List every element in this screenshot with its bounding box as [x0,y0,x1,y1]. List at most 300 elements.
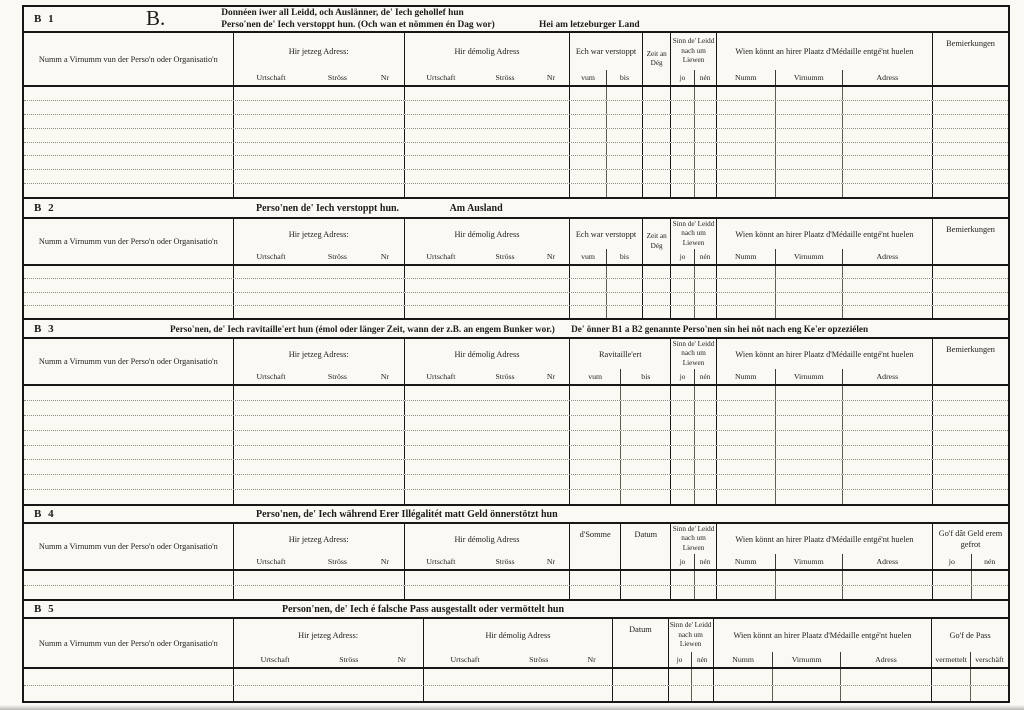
subcolumn-label-demolig-adress-strss: Ströss [495,557,515,567]
blank-cell-bemierkungen [932,416,1008,430]
blank-cell-jetzeg-adress [233,293,404,305]
section-b2-code: B 2 [34,202,56,214]
blank-cell-zeit [642,293,671,305]
blank-subcell-sinn [694,143,716,156]
blank-subcell-wien [842,386,932,400]
blank-cell-ravitailleert [569,460,670,474]
subcolumn-label-wien-virnumm: Virnumm [775,554,842,569]
blank-subcell-sinn [691,686,713,702]
blank-subcell-sinn [694,129,716,142]
column-label-demolig-adress: Hir démolig Adress [454,534,520,544]
blank-cell-bemierkungen [932,386,1008,400]
blank-entry-row [24,279,1008,292]
blank-subcell-sinn [669,669,691,685]
subcolumn-row-jetzeg-adress [234,554,404,569]
subcolumn-label-sinn-nn: nén [694,70,716,85]
blank-cell-wien [716,431,932,445]
column-header-sinn [670,219,715,264]
blank-cell-jetzeg-adress [233,143,404,156]
column-label-verstoppt: Ech war verstoppt [575,47,637,57]
column-header-demolig-adress [404,524,569,569]
blank-cell-jetzeg-adress [233,115,404,128]
column-label-name: Numm a Virnumm vun der Perso'n oder Organisatio'n [38,237,218,247]
section-b2-titlebar [24,199,1008,219]
blank-subcell-verstoppt [606,184,642,197]
blank-entry-row [24,293,1008,306]
subcolumn-row-demolig-adress [424,652,613,667]
blank-cell-wien [716,101,932,114]
blank-cell-demolig-adress [404,475,569,489]
subcolumn-label-sinn-jo: jo [679,252,686,261]
blank-subcell-wien [717,460,775,474]
blank-subcell-gof-geld [933,586,970,599]
blank-subcell-sinn [671,475,693,489]
section-b5-title: Person'nen, de' Iech é falsche Pass ausgestallt oder vermöttelt hun [282,603,565,615]
column-label-wien: Wien könnt an hirer Plaatz d'Médaille entgé'nt huelen [735,47,914,57]
blank-cell-name [24,686,233,702]
subcolumn-label-demolig-adress-nr: Nr [587,655,596,664]
blank-subcell-sinn [691,669,713,685]
column-header-wien [716,524,932,569]
blank-cell-demolig-adress [404,571,569,584]
blank-cell-wien [716,184,932,197]
blank-cell-demolig-adress [404,143,569,156]
section-b3-table [24,339,1008,504]
blank-entry-row [24,446,1008,461]
blank-subcell-sinn [671,143,693,156]
blank-cell-demolig-adress [404,279,569,291]
column-header-ravitailleert [569,339,670,384]
blank-subcell-wien [775,115,842,128]
blank-entry-row [24,669,1008,686]
blank-entry-row [24,115,1008,129]
blank-cell-name [24,446,233,460]
blank-cell-wien [713,669,931,685]
blank-cell-name [24,184,233,197]
subcolumn-label-ravitailleert-bis: bis [620,369,670,384]
column-header-datum [612,619,667,667]
blank-cell-name [24,87,233,100]
blank-subcell-wien [842,490,932,504]
blank-subcell-wien [775,184,842,197]
blank-cell-ravitailleert [569,401,670,415]
section-b3-title: Perso'nen, de' Iech ravitaille'ert hun (émol oder länger Zeit, wann der z.B. an engem Bunker wor.) [170,323,555,334]
blank-cell-dsomme [569,571,620,584]
blank-subcell-sinn [694,266,716,278]
blank-cell-ravitailleert [569,490,670,504]
blank-cell-verstoppt [569,279,642,291]
blank-subcell-gof-geld [933,571,970,584]
blank-entry-row [24,143,1008,157]
blank-subcell-sinn [694,101,716,114]
section-b4-title: Perso'nen, de' Iech während Erer Illégalitét matt Geld önnerstötzt hun [256,508,558,520]
column-label-datum: Datum [629,625,652,634]
blank-cell-zeit [642,306,671,318]
blank-subcell-sinn [671,571,693,584]
blank-cell-name [24,306,233,318]
column-header-wien [716,219,932,264]
table-header-b2 [24,219,1008,266]
blank-subcell-sinn [671,586,693,599]
blank-cell-zeit [642,129,671,142]
blank-subcell-sinn [694,87,716,100]
blank-cell-bemierkungen [932,184,1008,197]
blank-cell-bemierkungen [932,306,1008,318]
subcolumn-row-demolig-adress [405,554,569,569]
blank-subcell-ravitailleert [570,416,620,430]
blank-subcell-ravitailleert [570,386,620,400]
blank-cell-bemierkungen [932,490,1008,504]
column-label-demolig-adress: Hir démolig Adress [454,229,520,239]
blank-subcell-wien [717,115,775,128]
section-b4-code: B 4 [34,508,56,520]
column-header-name [24,339,233,384]
table-header-b1 [24,33,1008,87]
blank-subcell-ravitailleert [570,446,620,460]
blank-cell-jetzeg-adress [233,156,404,169]
column-label-name: Numm a Virnumm vun der Perso'n oder Organisatio'n [38,54,218,64]
blank-cell-wien [716,386,932,400]
blank-cell-wien [716,279,932,291]
subcolumn-row-ravitailleert [570,369,670,384]
blank-cell-sinn [670,460,715,474]
column-header-name [24,524,233,569]
blank-subcell-verstoppt [570,156,606,169]
subcolumn-row-demolig-adress [405,249,569,264]
blank-cell-zeit [642,156,671,169]
column-header-sinn [670,339,715,384]
blank-subcell-wien [775,475,842,489]
blank-subcell-verstoppt [570,266,606,278]
section-b-letter: B. [146,7,166,30]
blank-entry-row [24,184,1008,197]
subcolumn-label-demolig-adress-nr: Nr [546,557,556,567]
blank-subcell-sinn [671,115,693,128]
column-header-zeit [642,219,671,264]
blank-subcell-gof-geld [971,586,1008,599]
section-b2-title-suffix: Am Ausland [449,202,503,214]
blank-cell-bemierkungen [932,115,1008,128]
subcolumn-label-demolig-adress-nr: Nr [546,252,556,262]
blank-subcell-wien [775,571,842,584]
subcolumn-row-verstoppt [570,249,642,264]
blank-subcell-ravitailleert [620,446,670,460]
blank-subcell-sinn [671,401,693,415]
column-header-wien [713,619,931,667]
column-label-sinn: Sinn de' Leidd nach um Liewen [672,340,715,367]
blank-cell-sinn [670,586,715,599]
subcolumn-label-wien-adress: Adress [842,554,932,569]
column-label-jetzeg-adress: Hir jetzeg Adress: [288,349,349,359]
subcolumn-label-sinn-jo: jo [676,655,683,664]
blank-cell-demolig-adress [404,115,569,128]
section-b4 [24,504,1008,599]
blank-cell-name [24,115,233,128]
blank-cell-jetzeg-adress [233,306,404,318]
column-label-demolig-adress: Hir démolig Adress [485,631,551,641]
blank-cell-demolig-adress [404,416,569,430]
blank-cell-name [24,586,233,599]
blank-cell-jetzeg-adress [233,475,404,489]
blank-subcell-sinn [671,490,693,504]
blank-cell-sinn [670,129,715,142]
blank-subcell-gof-pass [932,669,970,685]
subcolumn-label-demolig-adress-nr: Nr [546,372,556,382]
blank-subcell-sinn [671,293,693,305]
blank-cell-demolig-adress [423,686,613,702]
blank-cell-zeit [642,279,671,291]
column-header-sinn [670,524,715,569]
subcolumn-label-demolig-adress-urtschaft: Urtschaft [426,372,456,382]
blank-cell-bemierkungen [932,475,1008,489]
subcolumn-label-wien-adress: Adress [842,369,932,384]
subcolumn-label-jetzeg-adress-nr: Nr [380,557,390,567]
blank-cell-bemierkungen [932,87,1008,100]
column-label-verstoppt: Ech war verstoppt [575,229,637,239]
blank-subcell-sinn [671,279,693,291]
blank-cell-jetzeg-adress [233,686,423,702]
subcolumn-label-sinn-nn: nén [691,652,713,667]
blank-cell-wien [716,129,932,142]
blank-subcell-sinn [694,401,716,415]
blank-subcell-wien [842,156,932,169]
blank-subcell-wien [775,170,842,183]
blank-subcell-wien [717,293,775,305]
section-b1-titlebar [24,7,1008,33]
section-b1-title-line2-wrap [221,19,639,31]
subcolumn-label-verstoppt-bis: bis [606,249,642,264]
section-b1-title-suffix: Hei am letzeburger Land [539,20,640,30]
blank-cell-bemierkungen [932,129,1008,142]
column-header-bemierkungen [932,219,1008,264]
blank-subcell-wien [772,669,839,685]
blank-subcell-verstoppt [570,306,606,318]
section-b3-titlebar [24,320,1008,339]
subcolumn-label-demolig-adress-urtschaft: Urtschaft [426,557,456,567]
blank-cell-jetzeg-adress [233,386,404,400]
blank-subcell-sinn [671,87,693,100]
blank-cell-sinn [670,416,715,430]
blank-subcell-wien [775,156,842,169]
section-b1-title [221,7,639,31]
blank-subcell-wien [717,129,775,142]
blank-cell-jetzeg-adress [233,571,404,584]
subcolumn-label-jetzeg-adress-urtschaft: Urtschaft [256,372,286,382]
blank-cell-sinn [670,571,715,584]
column-label-sinn: Sinn de' Leidd nach um Liewen [672,37,715,65]
blank-cell-jetzeg-adress [233,490,404,504]
column-header-sinn [670,33,715,85]
column-header-verstoppt [569,33,642,85]
blank-subcell-sinn [694,475,716,489]
blank-subcell-wien [775,490,842,504]
blank-cell-sinn [670,156,715,169]
blank-entry-row [24,586,1008,599]
subcolumn-label-gof-pass-verschft: verschäft [970,652,1008,667]
blank-cell-verstoppt [569,101,642,114]
blank-entry-row [24,416,1008,431]
blank-cell-bemierkungen [932,431,1008,445]
blank-subcell-wien [842,416,932,430]
column-header-bemierkungen [932,33,1008,85]
column-label-gof-geld: Go'f dât Geld erem gefrot [938,529,1003,550]
subcolumn-label-wien-adress: Adress [842,70,932,85]
section-b5-code: B 5 [34,603,56,615]
blank-subcell-wien [714,669,773,685]
subcolumn-label-wien-virnumm: Virnumm [772,652,839,667]
blank-cell-zeit [642,184,671,197]
blank-cell-bemierkungen [932,101,1008,114]
column-label-sinn: Sinn de' Leidd nach um Liewen [672,525,715,552]
blank-cell-sinn [670,490,715,504]
blank-subcell-wien [717,401,775,415]
blank-subcell-wien [842,401,932,415]
subcolumn-label-jetzeg-adress-strss: Ströss [327,372,347,382]
subcolumn-label-jetzeg-adress-strss: Ströss [339,655,359,664]
blank-cell-demolig-adress [404,490,569,504]
subcolumn-label-jetzeg-adress-strss: Ströss [327,73,347,82]
subcolumn-label-jetzeg-adress-urtschaft: Urtschaft [256,252,286,262]
column-header-wien [716,339,932,384]
blank-cell-sinn [670,143,715,156]
blank-cell-name [24,143,233,156]
column-header-gof-geld [932,524,1008,569]
blank-subcell-verstoppt [570,293,606,305]
blank-cell-name [24,156,233,169]
blank-cell-jetzeg-adress [233,279,404,291]
blank-cell-zeit [642,115,671,128]
subcolumn-label-demolig-adress-strss: Ströss [495,372,515,382]
column-label-sinn: Sinn de' Leidd nach um Liewen [672,220,715,247]
blank-cell-demolig-adress [404,431,569,445]
blank-subcell-wien [717,306,775,318]
blank-subcell-sinn [669,686,691,702]
blank-subcell-ravitailleert [620,401,670,415]
subcolumn-row-jetzeg-adress [234,652,423,667]
blank-subcell-wien [717,416,775,430]
blank-subcell-wien [842,101,932,114]
subcolumn-label-ravitailleert-vum: vum [588,372,603,382]
blank-subcell-verstoppt [606,143,642,156]
blank-subcell-sinn [694,490,716,504]
blank-subcell-verstoppt [570,101,606,114]
blank-cell-dsomme [569,586,620,599]
blank-subcell-wien [840,669,931,685]
blank-subcell-wien [775,293,842,305]
blank-subcell-sinn [671,460,693,474]
blank-subcell-sinn [694,586,716,599]
section-b5-titlebar [24,601,1008,619]
column-label-demolig-adress: Hir démolig Adress [454,349,520,359]
blank-cell-name [24,431,233,445]
blank-cell-demolig-adress [404,460,569,474]
column-header-name [24,33,233,85]
blank-cell-wien [716,475,932,489]
blank-cell-sinn [670,431,715,445]
blank-cell-name [24,475,233,489]
blank-subcell-wien [772,686,839,702]
blank-subcell-wien [717,431,775,445]
blank-cell-name [24,490,233,504]
blank-subcell-wien [717,490,775,504]
blank-subcell-verstoppt [570,129,606,142]
blank-cell-demolig-adress [404,184,569,197]
blank-subcell-wien [717,87,775,100]
blank-cell-zeit [642,266,671,278]
blank-cell-wien [716,306,932,318]
subcolumn-row-jetzeg-adress [234,369,404,384]
column-header-jetzeg-adress [233,339,404,384]
blank-cell-name [24,170,233,183]
section-b2-title-wrap [256,203,503,214]
blank-cell-sinn [670,446,715,460]
blank-cell-ravitailleert [569,386,670,400]
blank-cell-ravitailleert [569,431,670,445]
subcolumn-label-jetzeg-adress-urtschaft: Urtschaft [256,73,286,82]
blank-subcell-verstoppt [570,184,606,197]
column-label-bemierkungen: Bemierkungen [946,39,995,48]
subcolumn-row-jetzeg-adress [234,70,404,85]
blank-subcell-verstoppt [606,293,642,305]
blank-cell-wien [716,571,932,584]
table-header-b4 [24,524,1008,571]
blank-subcell-wien [842,143,932,156]
blank-cell-sinn [670,401,715,415]
subcolumn-row-sinn [671,249,715,264]
subcolumn-row-gof-pass [932,652,1008,667]
subcolumn-label-jetzeg-adress-urtschaft: Urtschaft [256,557,286,567]
blank-cell-wien [716,446,932,460]
form-outline [22,5,1010,703]
blank-subcell-wien [717,101,775,114]
blank-subcell-wien [775,401,842,415]
blank-cell-jetzeg-adress [233,586,404,599]
blank-subcell-wien [775,446,842,460]
subcolumn-row-sinn [669,652,713,667]
column-header-demolig-adress [404,339,569,384]
table-header-b5 [24,619,1008,669]
blank-subcell-verstoppt [606,279,642,291]
blank-cell-demolig-adress [404,401,569,415]
blank-subcell-ravitailleert [620,431,670,445]
blank-subcell-wien [775,306,842,318]
blank-subcell-wien [714,686,773,702]
blank-cell-demolig-adress [404,170,569,183]
blank-cell-sinn [668,669,713,685]
subcolumn-label-jetzeg-adress-urtschaft: Urtschaft [260,655,290,664]
blank-cell-sinn [670,101,715,114]
blank-cell-verstoppt [569,87,642,100]
blank-subcell-wien [775,586,842,599]
column-header-jetzeg-adress [233,524,404,569]
blank-cell-demolig-adress [404,156,569,169]
blank-cell-sinn [668,686,713,702]
blank-subcell-ravitailleert [620,416,670,430]
blank-subcell-wien [842,431,932,445]
blank-subcell-wien [842,586,932,599]
blank-subcell-sinn [671,446,693,460]
column-header-demolig-adress [404,219,569,264]
blank-cell-name [24,416,233,430]
subcolumn-label-jetzeg-adress-strss: Ströss [327,557,347,567]
blank-subcell-wien [775,129,842,142]
subcolumn-label-jetzeg-adress-nr: Nr [380,252,390,262]
blank-cell-datum [612,669,667,685]
subcolumn-row-wien [717,554,932,569]
blank-subcell-sinn [671,416,693,430]
blank-cell-demolig-adress [404,386,569,400]
blank-cell-bemierkungen [932,401,1008,415]
